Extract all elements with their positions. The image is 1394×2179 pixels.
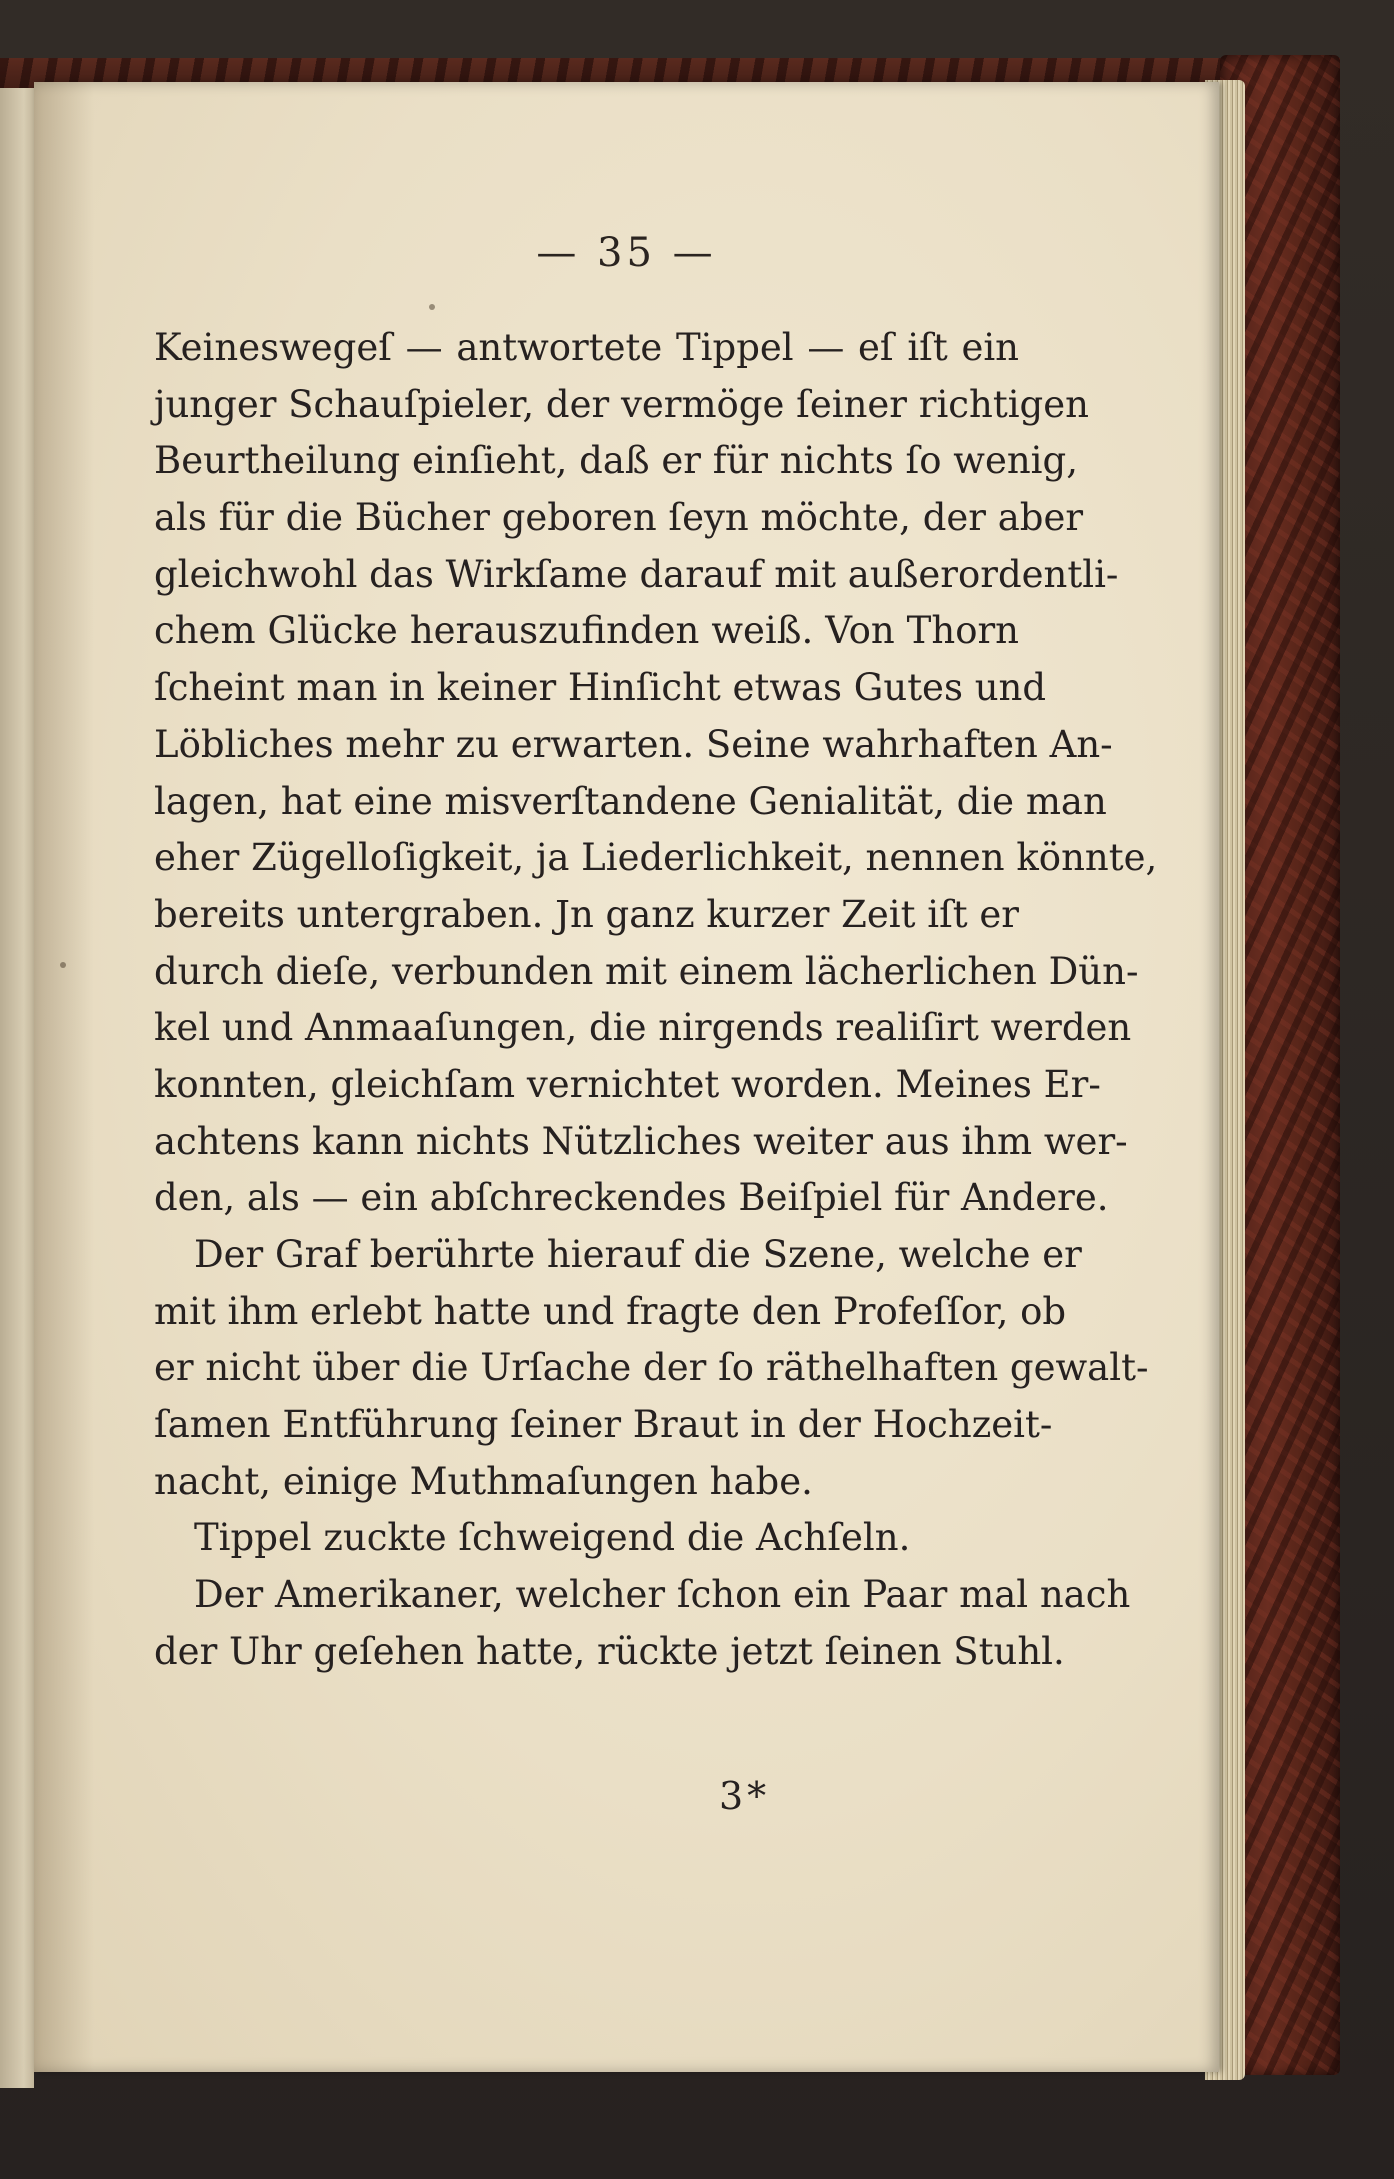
text-line: lagen, hat eine misverſtandene Genialität, die man [154, 779, 1107, 823]
text-line: den, als — ein abſchreckendes Beiſpiel für Andere. [154, 1176, 1109, 1220]
text-line: kel und Anmaaſungen, die nirgends realiſirt werden [154, 1006, 1132, 1050]
paper-spot [429, 304, 435, 310]
text-line: Der Amerikaner, welcher ſchon ein Paar mal nach [194, 1573, 1131, 1617]
text-line: ſcheint man in keiner Hinſicht etwas Gutes und [154, 666, 1047, 710]
text-line: Beurtheilung einſieht, daß er für nichts ſo wenig, [154, 439, 1078, 483]
text-line: gleichwohl das Wirkſame darauf mit außerordentli- [154, 552, 1119, 596]
text-line: eher Zügelloſigkeit, ja Liederlichkeit, nennen könnte, [154, 836, 1158, 880]
text-line: ſamen Entführung ſeiner Braut in der Hochzeit- [154, 1403, 1053, 1447]
text-line: chem Glücke herauszufinden weiß. Von Thorn [154, 609, 1019, 653]
text-line: der Uhr geſehen hatte, rückte jetzt ſeinen Stuhl. [154, 1629, 1065, 1673]
paper-spot [60, 962, 66, 968]
text-line: durch dieſe, verbunden mit einem lächerlichen Dün- [154, 949, 1139, 993]
text-line: er nicht über die Urſache der ſo räthelhaften gewalt- [154, 1346, 1149, 1390]
text-line: Keineswegeſ — antwortete Tippel — eſ iſt ein [154, 326, 1019, 369]
text-line: bereits untergraben. Jn ganz kurzer Zeit iſt er [154, 892, 1019, 936]
text-line: achtens kann nichts Nützliches weiter aus ihm wer- [154, 1119, 1128, 1163]
text-line: konnten, gleichſam vernichtet worden. Meines Er- [154, 1062, 1101, 1106]
text-line: Löbliches mehr zu erwarten. Seine wahrhaften An- [154, 722, 1113, 766]
text-line: als für die Bücher geboren ſeyn möchte, der aber [154, 496, 1084, 540]
book-page [34, 82, 1219, 2072]
text-line: nacht, einige Muthmaſungen habe. [154, 1459, 813, 1503]
text-line: mit ihm erlebt hatte und fragte den Profeſſor, ob [154, 1289, 1067, 1333]
text-line: junger Schauſpieler, der vermöge ſeiner richtigen [154, 382, 1089, 426]
signature-mark: 3* [719, 1774, 771, 1818]
text-line: Der Graf berührte hierauf die Szene, welche er [194, 1233, 1082, 1276]
left-page-edge [0, 88, 34, 2088]
page-number-header: — 35 — [536, 230, 717, 276]
text-line: Tippel zuckte ſchweigend die Achſeln. [194, 1516, 911, 1560]
gutter-shadow [34, 82, 94, 2072]
page-body-text [154, 320, 1158, 1681]
